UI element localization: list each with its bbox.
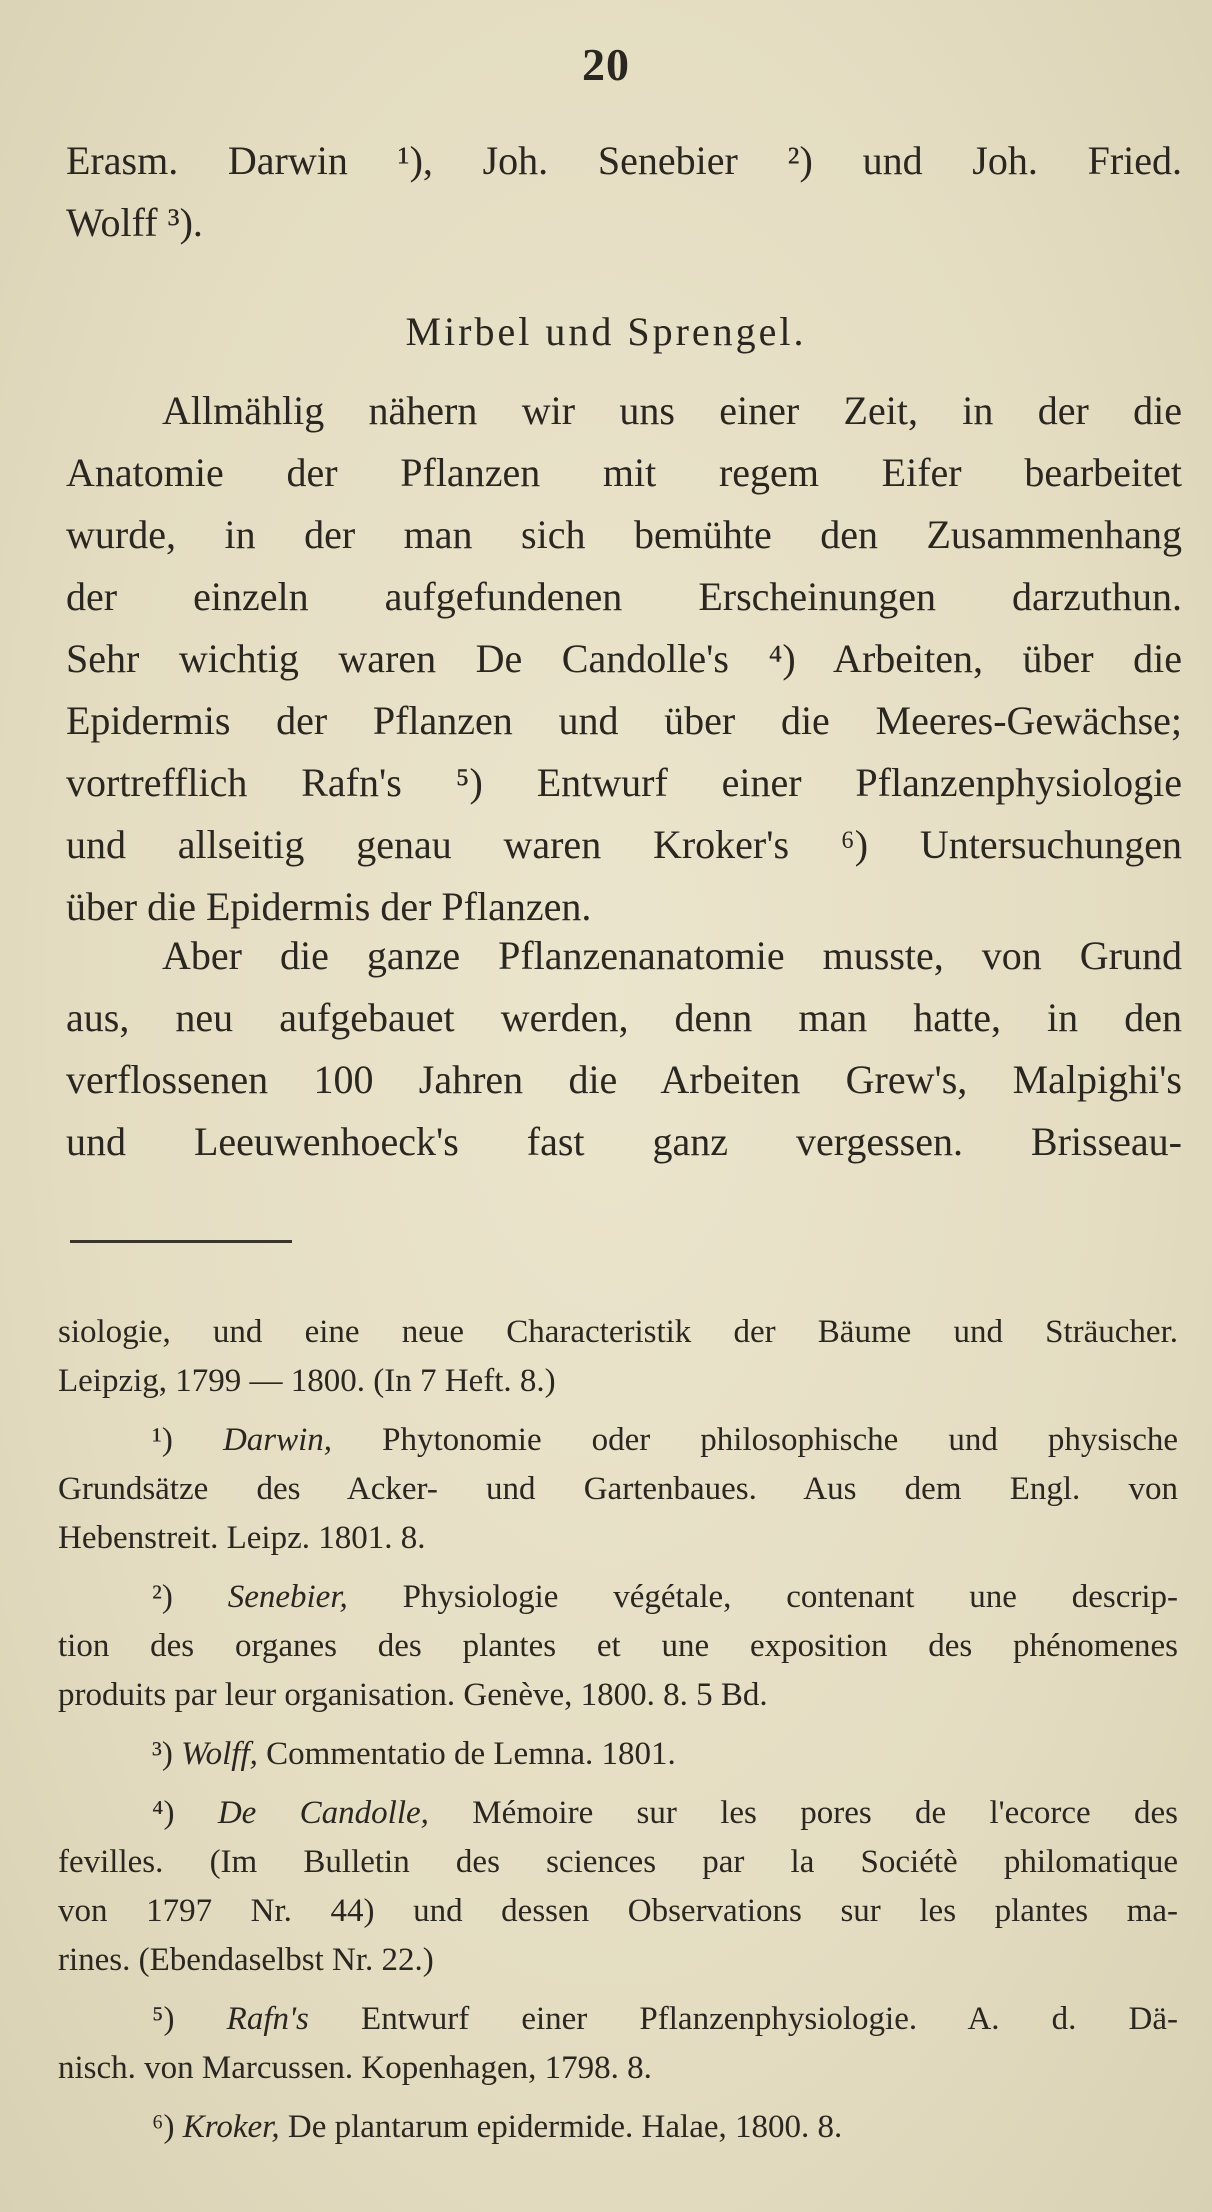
text-line: Epidermis der Pflanzen und über die Meeres-Gewächse; <box>66 698 1182 743</box>
page-number: 20 <box>582 39 630 90</box>
footnote-author: Darwin, <box>222 1422 333 1458</box>
footnote-mark: ⁵) <box>152 2001 175 2037</box>
paragraph-2 <box>66 925 1182 1173</box>
text-line: vortrefflich Rafn's ⁵) Entwurf einer Pflanzenphysiologie <box>66 760 1182 805</box>
footnote-line: rines. (Ebendaselbst Nr. 22.) <box>58 1942 434 1978</box>
text-line: Wolff ³). <box>66 200 203 245</box>
footnote-author: Rafn's <box>226 2001 309 2037</box>
footnote-author: Senebier, <box>227 1579 348 1615</box>
footnote-line: Commentatio de Lemna. 1801. <box>266 1736 676 1772</box>
footnote-divider <box>70 1240 292 1243</box>
text-line: Erasm. Darwin ¹), Joh. Senebier ²) und Joh. Fried. <box>66 138 1182 183</box>
footnote-2 <box>58 1573 1178 1720</box>
text-line: aus, neu aufgebauet werden, denn man hatte, in den <box>66 995 1182 1040</box>
intro-paragraph <box>66 130 1182 254</box>
text-line: Anatomie der Pflanzen mit regem Eifer bearbeitet <box>66 450 1182 495</box>
footnote-line: produits par leur organisation. Genève, 1800. 8. 5 Bd. <box>58 1677 768 1713</box>
footnote-1 <box>58 1416 1178 1563</box>
text-line: Sehr wichtig waren De Candolle's ⁴) Arbeiten, über die <box>66 636 1182 681</box>
footnote-line: nisch. von Marcussen. Kopenhagen, 1798. 8. <box>58 2050 652 2086</box>
text-line: Aber die ganze Pflanzenanatomie musste, von Grund <box>162 933 1182 978</box>
footnote-line: Phytonomie oder philosophische und physische <box>382 1422 1179 1458</box>
footnote-4 <box>58 1789 1178 1985</box>
footnote-3 <box>58 1730 1178 1779</box>
footnote-mark: ¹) <box>152 1422 173 1458</box>
text-line: wurde, in der man sich bemühte den Zusammenhang <box>66 512 1182 557</box>
footnote-line: Hebenstreit. Leipz. 1801. 8. <box>58 1520 426 1556</box>
footnote-line: Grundsätze des Acker- und Gartenbaues. Aus dem Engl. von <box>58 1471 1178 1507</box>
text-line: verflossenen 100 Jahren die Arbeiten Grew's, Malpighi's <box>66 1057 1182 1102</box>
footnote-line: De plantarum epidermide. Halae, 1800. 8. <box>287 2109 843 2145</box>
footnote-mark: ⁶) <box>152 2109 175 2145</box>
footnote-line: Mémoire sur les pores de l'ecorce des <box>472 1795 1179 1831</box>
text-line: und Leeuwenhoeck's fast ganz vergessen. Brisseau- <box>66 1119 1182 1164</box>
footnote-author: De Candolle, <box>217 1795 429 1831</box>
footnote-line: siologie, und eine neue Characteristik der Bäume und Sträucher. <box>58 1314 1178 1350</box>
paragraph-1 <box>66 380 1182 938</box>
footnote-mark: ⁴) <box>152 1795 175 1831</box>
footnote-line: tion des organes des plantes et une exposition des phénomenes <box>58 1628 1178 1664</box>
footnote-line: von 1797 Nr. 44) und dessen Observations sur les plantes ma- <box>58 1893 1178 1929</box>
footnote-line: fevilles. (Im Bulletin des sciences par la Sociétè philomatique <box>58 1844 1178 1880</box>
footnote-continuation <box>58 1308 1178 1406</box>
footnote-author: Kroker, <box>182 2109 280 2145</box>
footnote-line: Entwurf einer Pflanzenphysiologie. A. d. Dä- <box>361 2001 1179 2037</box>
footnote-line: Leipzig, 1799 — 1800. (In 7 Heft. 8.) <box>58 1363 556 1399</box>
footnote-5 <box>58 1995 1178 2093</box>
footnote-mark: ²) <box>152 1579 173 1615</box>
footnotes <box>58 1308 1178 2162</box>
text-line: über die Epidermis der Pflanzen. <box>66 884 592 929</box>
footnote-6 <box>58 2103 1178 2152</box>
section-heading: Mirbel und Sprengel. <box>405 309 807 354</box>
footnote-mark: ³) <box>152 1736 173 1772</box>
text-line: und allseitig genau waren Kroker's ⁶) Untersuchungen <box>66 822 1182 867</box>
text-line: Allmählig nähern wir uns einer Zeit, in der die <box>162 388 1182 433</box>
footnote-author: Wolff, <box>181 1736 258 1772</box>
text-line: der einzeln aufgefundenen Erscheinungen darzuthun. <box>66 574 1182 619</box>
footnote-line: Physiologie végétale, contenant une descrip- <box>402 1579 1179 1615</box>
